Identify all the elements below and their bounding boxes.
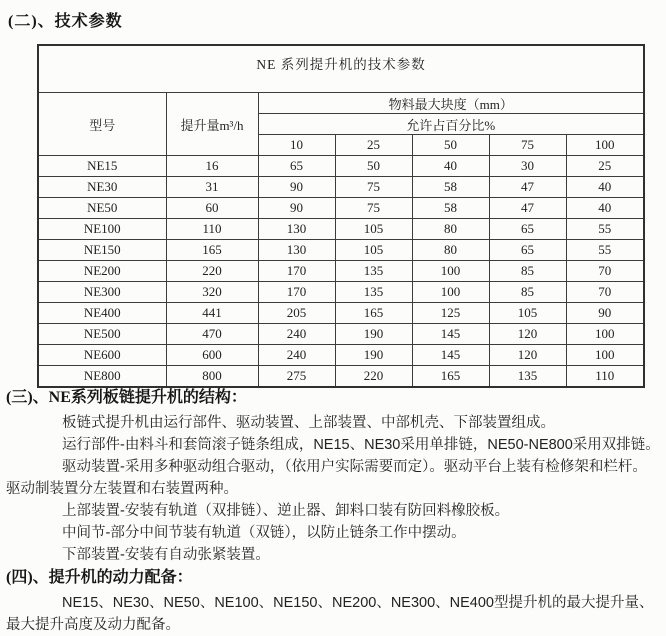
table-cell: 220: [166, 261, 258, 282]
table-cell: 125: [412, 303, 489, 324]
size-column-header: 100: [566, 135, 644, 156]
table-cell: 170: [258, 261, 335, 282]
table-cell: 110: [566, 366, 644, 388]
table-cell: 70: [566, 261, 644, 282]
col-header-percentage: 允许占百分比%: [258, 114, 644, 135]
table-cell: 190: [335, 324, 412, 345]
table-cell: 47: [489, 177, 566, 198]
table-cell: 55: [566, 240, 644, 261]
paragraph: NE15、NE30、NE50、NE100、NE150、NE200、NE300、NE400型提升机的最大提升量、最大提升高度及动力配备。: [6, 595, 654, 633]
table-row: [38, 282, 644, 303]
table-cell: 135: [335, 282, 412, 303]
table-row: [38, 156, 644, 177]
table-cell: NE100: [38, 219, 166, 240]
table-cell: 90: [258, 177, 335, 198]
table-cell: 120: [489, 345, 566, 366]
table-cell: 30: [489, 156, 566, 177]
table-row: [38, 366, 644, 388]
table-cell: 105: [335, 240, 412, 261]
section3-body: [6, 412, 660, 566]
table-cell: 50: [335, 156, 412, 177]
table-cell: NE400: [38, 303, 166, 324]
table-cell: 100: [566, 345, 644, 366]
table-cell: 120: [489, 324, 566, 345]
text-sections: [6, 386, 660, 636]
table-cell: 145: [412, 324, 489, 345]
table-cell: 90: [566, 303, 644, 324]
col-header-lump-size: 物料最大块度（mm）: [258, 93, 644, 114]
table-cell: 16: [166, 156, 258, 177]
paragraph: 板链式提升机由运行部件、驱动装置、上部装置、中部机壳、下部装置组成。: [62, 415, 555, 431]
table-cell: 40: [566, 198, 644, 219]
table-cell: 800: [166, 366, 258, 388]
table-cell: 135: [335, 261, 412, 282]
paragraph: 中间节-部分中间节装有轨道（双链），以防止链条工作中摆动。: [62, 525, 466, 541]
table-cell: 40: [412, 156, 489, 177]
table-cell: 47: [489, 198, 566, 219]
table-row: [38, 219, 644, 240]
table-cell: 58: [412, 198, 489, 219]
table-cell: 145: [412, 345, 489, 366]
table-cell: NE200: [38, 261, 166, 282]
table-cell: 75: [335, 198, 412, 219]
table-cell: 105: [489, 303, 566, 324]
table-cell: 441: [166, 303, 258, 324]
table-cell: 100: [412, 282, 489, 303]
spec-table: [37, 44, 645, 388]
table-cell: 65: [489, 240, 566, 261]
table-row: [38, 303, 644, 324]
table-cell: 55: [566, 219, 644, 240]
section3-heading: (三)、NE系列板链提升机的结构：: [6, 389, 247, 406]
table-cell: 40: [566, 177, 644, 198]
table-cell: NE600: [38, 345, 166, 366]
col-header-capacity: 提升量m³/h: [166, 93, 258, 156]
table-cell: 75: [335, 177, 412, 198]
table-cell: 80: [412, 240, 489, 261]
table-cell: 65: [258, 156, 335, 177]
table-cell: 25: [566, 156, 644, 177]
table-row: [38, 324, 644, 345]
table-cell: NE150: [38, 240, 166, 261]
table-cell: 105: [335, 219, 412, 240]
table-row: [38, 240, 644, 261]
table-cell: 240: [258, 345, 335, 366]
table-cell: 70: [566, 282, 644, 303]
size-column-header: 10: [258, 135, 335, 156]
table-title-row: [38, 45, 644, 93]
table-cell: 170: [258, 282, 335, 303]
table-cell: 85: [489, 261, 566, 282]
section4-heading: (四)、提升机的动力配备：: [6, 569, 193, 586]
paragraph: 驱动装置-采用多种驱动组合驱动，（依用户实际需要而定）。驱动平台上装有检修架和栏杆。驱动制装置分左装置和右装置两种。: [6, 459, 647, 497]
table-cell: NE800: [38, 366, 166, 388]
table-cell: 85: [489, 282, 566, 303]
table-cell: 130: [258, 240, 335, 261]
table-cell: 205: [258, 303, 335, 324]
table-row: [38, 345, 644, 366]
table-cell: 165: [412, 366, 489, 388]
table-cell: 65: [489, 219, 566, 240]
table-cell: 100: [566, 324, 644, 345]
paragraph: 运行部件-由料斗和套筒滚子链条组成，NE15、NE30采用单排链，NE50-NE800采用双排链。: [62, 437, 660, 453]
table-cell: 130: [258, 219, 335, 240]
col-header-model: 型号: [38, 93, 166, 156]
size-column-header: 50: [412, 135, 489, 156]
table-cell: 190: [335, 345, 412, 366]
table-cell: 320: [166, 282, 258, 303]
table-cell: 90: [258, 198, 335, 219]
table-cell: 60: [166, 198, 258, 219]
table-cell: NE500: [38, 324, 166, 345]
table-cell: 110: [166, 219, 258, 240]
section2-heading: (二)、技术参数: [8, 13, 123, 30]
paragraph: 下部装置-安装有自动张紧装置。: [62, 547, 270, 563]
table-cell: 470: [166, 324, 258, 345]
paragraph: 上部装置-安装有轨道（双排链）、逆止器、卸料口装有防回料橡胶板。: [62, 503, 510, 519]
size-column-header: 75: [489, 135, 566, 156]
table-cell: 58: [412, 177, 489, 198]
header-row-group: [38, 93, 644, 114]
table-cell: NE50: [38, 198, 166, 219]
table-cell: 135: [489, 366, 566, 388]
size-column-header: 25: [335, 135, 412, 156]
table-cell: 240: [258, 324, 335, 345]
table-cell: 165: [335, 303, 412, 324]
table-cell: 220: [335, 366, 412, 388]
table-row: [38, 198, 644, 219]
table-cell: 600: [166, 345, 258, 366]
table-header: [38, 45, 644, 156]
table-body: [38, 156, 644, 388]
table-title: NE 系列提升机的技术参数: [38, 45, 644, 93]
table-cell: 100: [412, 261, 489, 282]
table-cell: 31: [166, 177, 258, 198]
table-row: [38, 261, 644, 282]
table-cell: 275: [258, 366, 335, 388]
table-cell: 80: [412, 219, 489, 240]
section4-body: [6, 592, 660, 636]
table-cell: NE15: [38, 156, 166, 177]
table-row: [38, 177, 644, 198]
table-cell: NE300: [38, 282, 166, 303]
table-cell: 165: [166, 240, 258, 261]
table-cell: NE30: [38, 177, 166, 198]
